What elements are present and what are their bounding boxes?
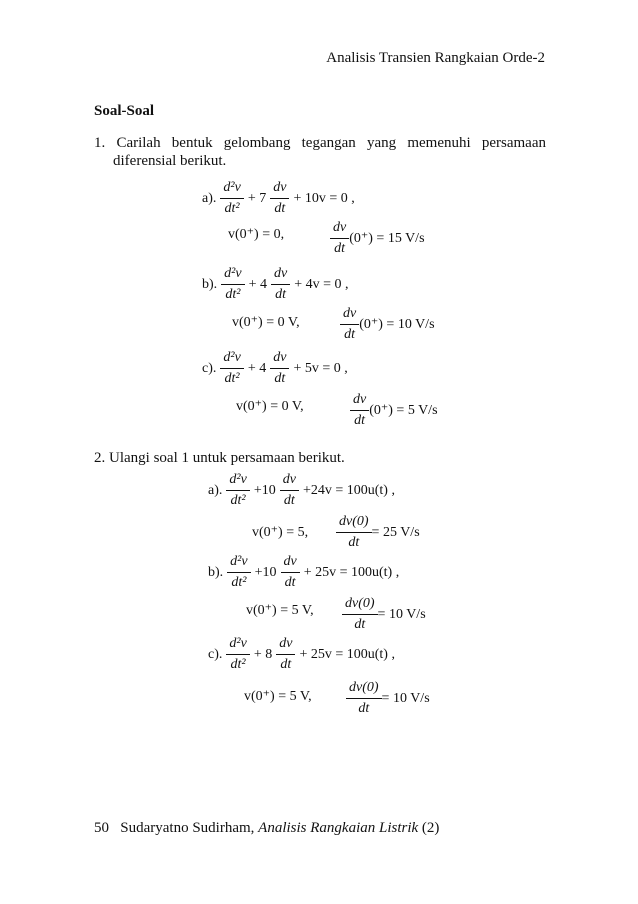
condition-1b-initial: v(0⁺) = 0 V,: [232, 315, 300, 330]
equation-2b: [208, 554, 403, 591]
problem-1-line-2: diferensial berikut.: [113, 153, 227, 169]
word: gelombang: [223, 135, 291, 151]
condition-2b-initial: v(0⁺) = 5 V,: [246, 603, 314, 618]
running-header: Analisis Transien Rangkaian Orde-2: [326, 50, 545, 66]
equation-tail: +24v = 100u(t) ,: [302, 482, 395, 498]
equation-1c: [202, 350, 352, 387]
first-derivative: $\frac{dv}{dt}$: [270, 350, 289, 387]
first-derivative: $\frac{dv}{dt}$: [271, 266, 290, 303]
problem-1-text: [94, 134, 546, 170]
condition-2b-derivative: $\frac{dv(0)}{dt}$ = 10 V/s: [342, 596, 426, 633]
coefficient: +10: [254, 564, 277, 580]
condition-1c-initial: v(0⁺) = 0 V,: [236, 399, 304, 414]
word: Carilah: [116, 135, 161, 151]
item-label: a).: [202, 190, 217, 206]
word: yang: [366, 135, 397, 151]
condition-2a-initial: v(0⁺) = 5,: [252, 525, 309, 540]
author: Sudaryatno Sudirham,: [120, 820, 255, 836]
second-derivative: $\frac{\text{d²v}}{\text{dt²}}$: [226, 472, 249, 509]
page-footer: [94, 820, 439, 837]
second-derivative: $\frac{\text{d²v}}{\text{dt²}}$: [220, 350, 243, 387]
word: 1.: [94, 135, 106, 151]
coefficient: + 4: [248, 276, 267, 292]
first-derivative: $\frac{dv}{dt}$: [270, 180, 289, 217]
first-derivative: $\frac{dv}{dt}$: [281, 554, 300, 591]
item-label: b).: [202, 276, 218, 292]
word: persamaan: [481, 135, 546, 151]
equation-2c: [208, 636, 399, 673]
equation-tail: + 10v = 0 ,: [293, 190, 355, 206]
condition-2c-derivative: $\frac{dv(0)}{dt}$ = 10 V/s: [346, 680, 430, 717]
item-label: b).: [208, 564, 224, 580]
equation-tail: + 4v = 0 ,: [294, 276, 349, 292]
section-title: Soal-Soal: [94, 103, 155, 119]
problem-2-text: 2. Ulangi soal 1 untuk persamaan berikut.: [94, 450, 345, 466]
condition-1a-initial: v(0⁺) = 0,: [228, 227, 285, 242]
coefficient: + 8: [253, 646, 273, 662]
word: bentuk: [171, 135, 213, 151]
equation-tail: + 25v = 100u(t) ,: [299, 646, 395, 662]
coefficient: + 7: [247, 190, 267, 206]
condition-1a-derivative: $\frac{dv}{dt}$ (0⁺) = 15 V/s: [330, 220, 425, 257]
book-title: Analisis Rangkaian Listrik: [258, 820, 419, 836]
equation-1a: [202, 180, 359, 217]
second-derivative: $\frac{\text{d²v}}{\text{dt²}}$: [227, 554, 250, 591]
page-number: 50: [94, 820, 109, 836]
first-derivative: $\frac{dv}{dt}$: [280, 472, 299, 509]
condition-2a-derivative: $\frac{dv(0)}{dt}$ = 25 V/s: [336, 514, 420, 551]
problem-1-line-1: [94, 134, 546, 152]
second-derivative: $\frac{\text{d²v}}{\text{dt²}}$: [226, 636, 249, 673]
coefficient: +10: [253, 482, 276, 498]
item-label: c).: [208, 646, 223, 662]
condition-1c-derivative: $\frac{dv}{dt}$ (0⁺) = 5 V/s: [350, 392, 438, 429]
first-derivative: $\frac{dv}{dt}$: [276, 636, 295, 673]
condition-2c-initial: v(0⁺) = 5 V,: [244, 689, 312, 704]
condition-1b-derivative: $\frac{dv}{dt}$ (0⁺) = 10 V/s: [340, 306, 435, 343]
second-derivative: $\frac{\text{d²v}}{\text{dt²}}$: [221, 266, 244, 303]
word: memenuhi: [407, 135, 471, 151]
word: tegangan: [301, 135, 356, 151]
item-label: c).: [202, 360, 217, 376]
second-derivative: $\frac{\text{d²v}}{\text{dt²}}$: [220, 180, 243, 217]
volume: (2): [421, 820, 440, 836]
equation-2a: [208, 472, 399, 509]
item-label: a).: [208, 482, 223, 498]
equation-1b: [202, 266, 353, 303]
equation-tail: + 25v = 100u(t) ,: [303, 564, 400, 580]
equation-tail: + 5v = 0 ,: [293, 360, 348, 376]
coefficient: + 4: [247, 360, 267, 376]
